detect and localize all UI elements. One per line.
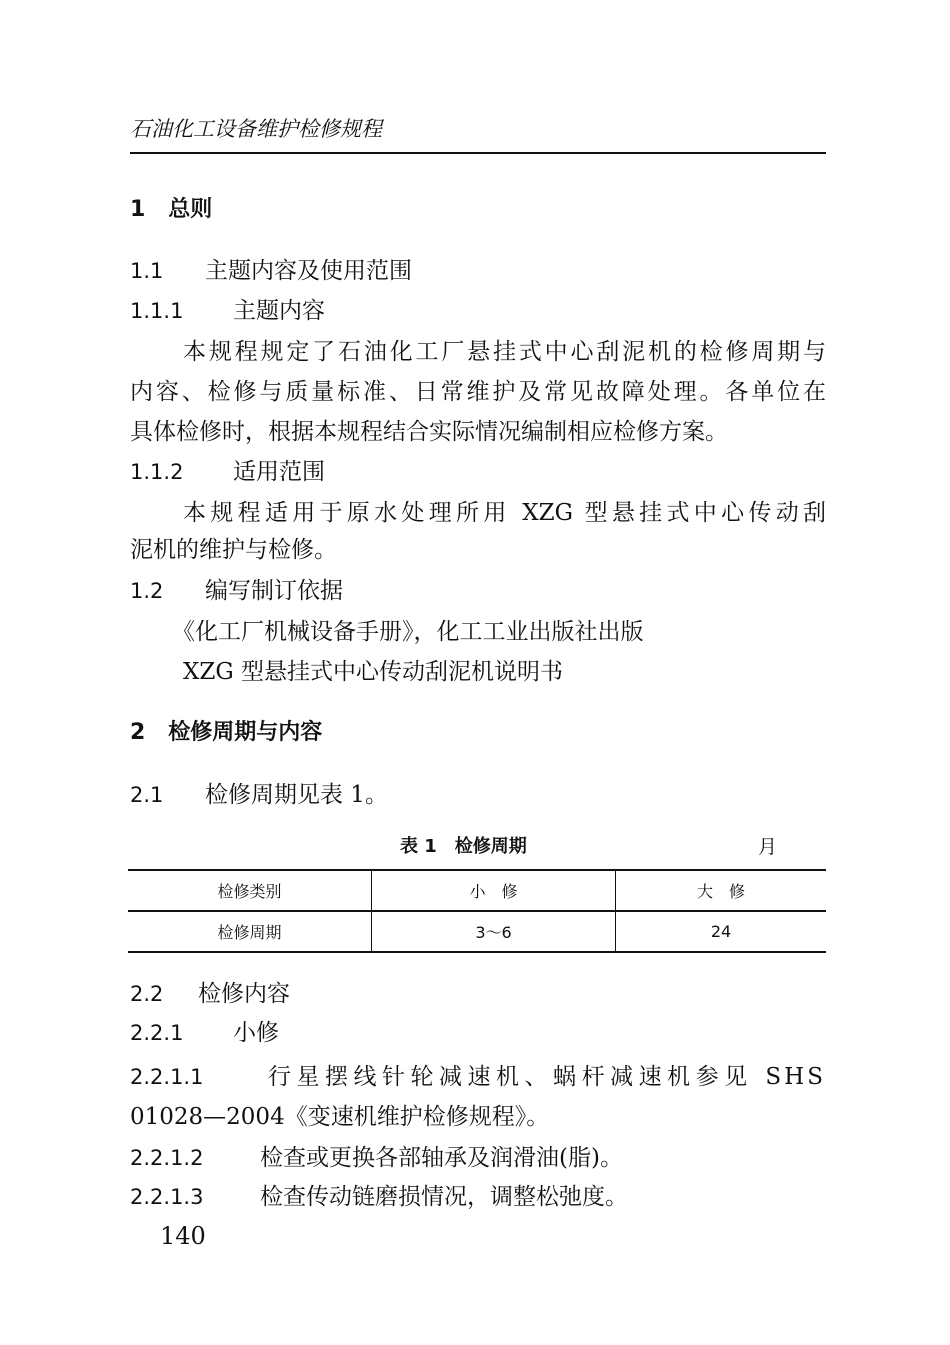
heading-num: 2.1 (130, 783, 164, 807)
heading-title: 主题内容 (233, 298, 325, 324)
heading-title: 检修周期与内容 (168, 720, 323, 745)
reference-item: XZG 型悬挂式中心传动刮泥机说明书 (183, 659, 564, 685)
heading-title: 检修内容 (198, 981, 290, 1007)
table-unit: 月 (758, 836, 778, 858)
heading-1 (130, 195, 212, 225)
heading-2-2 (130, 979, 290, 1009)
maintenance-cycle-table (128, 869, 826, 953)
table-header-row (128, 870, 826, 911)
heading-num: 2 (130, 720, 146, 745)
heading-1-1 (130, 256, 412, 286)
clause-2-2-1-2 (130, 1143, 623, 1173)
heading-2-1 (130, 780, 388, 810)
paragraph-line: 行星摆线针轮减速机、蜗杆减速机参见 SHS (268, 1064, 826, 1090)
paragraph-line: 01028—2004《变速机维护检修规程》。 (130, 1104, 550, 1130)
heading-title: 编写制订依据 (205, 578, 343, 604)
heading-2-2-1 (130, 1018, 279, 1048)
clause-text: 检查传动链磨损情况，调整松弛度。 (260, 1184, 628, 1210)
heading-title: 小修 (233, 1020, 279, 1046)
heading-1-1-1 (130, 296, 325, 326)
heading-title: 检修周期见表 1。 (205, 782, 388, 808)
heading-title: 总则 (168, 197, 213, 222)
table-row (128, 911, 826, 952)
heading-title: 适用范围 (233, 459, 325, 485)
heading-num: 1.1 (130, 259, 164, 283)
table-cell: 检修类别 (128, 870, 372, 911)
reference-item: 《化工厂机械设备手册》，化工工业出版社出版 (172, 619, 644, 645)
clause-2-2-1-1 (130, 1062, 826, 1092)
table-title: 表 1 检修周期 (400, 836, 527, 857)
paragraph-line: 本规程适用于原水处理所用 XZG 型悬挂式中心传动刮 (183, 500, 826, 526)
heading-num: 1.1.1 (130, 299, 184, 323)
heading-title: 主题内容及使用范围 (205, 258, 412, 284)
table-cell: 检修周期 (128, 911, 372, 952)
heading-num: 1 (130, 197, 146, 222)
header-rule (130, 152, 826, 154)
clause-num: 2.2.1.1 (130, 1065, 204, 1089)
table-cell: 24 (616, 911, 827, 952)
paragraph-line: 内容、检修与质量标准、日常维护及常见故障处理。各单位在 (130, 379, 826, 405)
heading-num: 1.1.2 (130, 460, 184, 484)
table-cell: 3～6 (372, 911, 616, 952)
heading-num: 2.2 (130, 982, 164, 1006)
paragraph-line: 本规程规定了石油化工厂悬挂式中心刮泥机的检修周期与 (183, 339, 826, 365)
page-number: 140 (160, 1222, 206, 1250)
clause-num: 2.2.1.3 (130, 1185, 204, 1209)
heading-num: 2.2.1 (130, 1021, 184, 1045)
clause-text: 检查或更换各部轴承及润滑油(脂)。 (260, 1145, 623, 1171)
table-cell: 大 修 (616, 870, 827, 911)
heading-num: 1.2 (130, 579, 164, 603)
heading-1-2 (130, 576, 343, 606)
paragraph-line: 泥机的维护与检修。 (130, 537, 337, 563)
table-cell: 小 修 (372, 870, 616, 911)
paragraph-line: 具体检修时，根据本规程结合实际情况编制相应检修方案。 (130, 419, 728, 445)
running-header: 石油化工设备维护检修规程 (130, 117, 382, 141)
clause-2-2-1-3 (130, 1182, 628, 1212)
clause-num: 2.2.1.2 (130, 1146, 204, 1170)
heading-2 (130, 718, 322, 748)
heading-1-1-2 (130, 457, 325, 487)
